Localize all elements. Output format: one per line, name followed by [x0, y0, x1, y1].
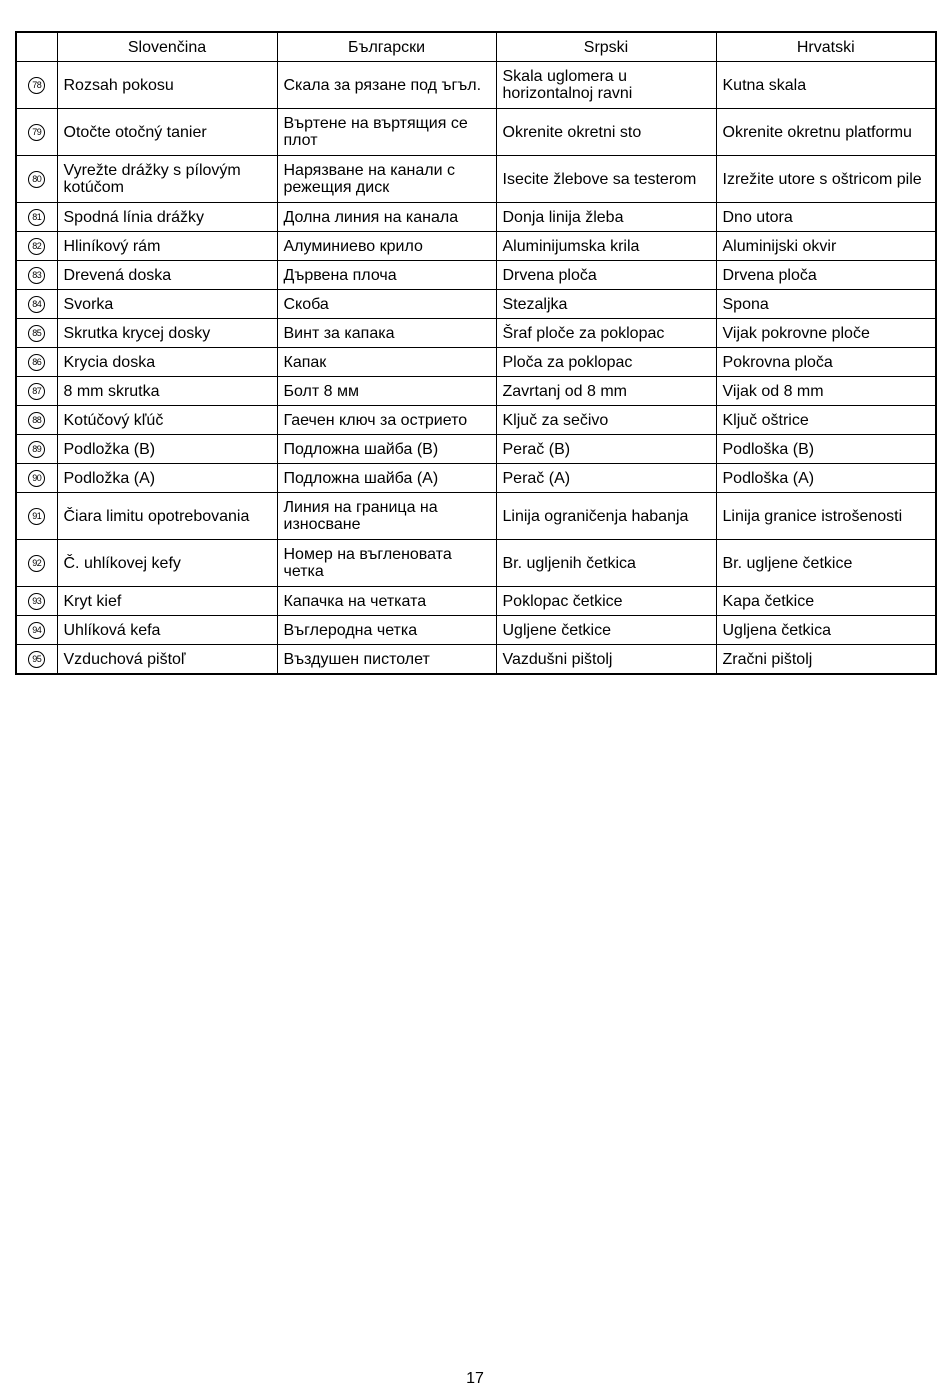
item-number: 82 — [28, 238, 45, 255]
croatian-term: Vijak pokrovne ploče — [716, 319, 936, 348]
croatian-term: Vijak od 8 mm — [716, 377, 936, 406]
serbian-term: Ploča za poklopac — [496, 348, 716, 377]
slovak-term: Kryt kief — [57, 587, 277, 616]
croatian-term: Ugljena četkica — [716, 616, 936, 645]
header-croatian: Hrvatski — [716, 32, 936, 62]
slovak-term: Skrutka krycej dosky — [57, 319, 277, 348]
bulgarian-term: Капак — [277, 348, 496, 377]
bulgarian-term: Нарязване на канали с режещия диск — [277, 156, 496, 203]
item-number: 86 — [28, 354, 45, 371]
item-number: 83 — [28, 267, 45, 284]
slovak-term: Vzduchová pištoľ — [57, 645, 277, 675]
serbian-term: Stezaljka — [496, 290, 716, 319]
slovak-term: Podložka (B) — [57, 435, 277, 464]
table-row — [16, 156, 936, 203]
bulgarian-term: Капачка на четката — [277, 587, 496, 616]
serbian-term: Zavrtanj od 8 mm — [496, 377, 716, 406]
croatian-term: Kapa četkice — [716, 587, 936, 616]
bulgarian-term: Долна линия на канала — [277, 203, 496, 232]
serbian-term: Linija ograničenja habanja — [496, 493, 716, 540]
croatian-term: Dno utora — [716, 203, 936, 232]
bulgarian-term: Скоба — [277, 290, 496, 319]
page-number: 17 — [466, 1370, 484, 1387]
item-number: 79 — [28, 124, 45, 141]
item-number: 84 — [28, 296, 45, 313]
croatian-term: Ključ oštrice — [716, 406, 936, 435]
header-bulgarian: Български — [277, 32, 496, 62]
item-number: 85 — [28, 325, 45, 342]
table-row — [16, 348, 936, 377]
bulgarian-term: Болт 8 мм — [277, 377, 496, 406]
croatian-term: Podloška (A) — [716, 464, 936, 493]
header-slovak: Slovenčina — [57, 32, 277, 62]
item-number: 92 — [28, 555, 45, 572]
serbian-term: Aluminijumska krila — [496, 232, 716, 261]
slovak-term: 8 mm skrutka — [57, 377, 277, 406]
table-row — [16, 406, 936, 435]
croatian-term: Br. ugljene četkice — [716, 540, 936, 587]
slovak-term: Vyrežte drážky s pílovým kotúčom — [57, 156, 277, 203]
croatian-term: Linija granice istrošenosti — [716, 493, 936, 540]
slovak-term: Čiara limitu opotrebovania — [57, 493, 277, 540]
croatian-term: Spona — [716, 290, 936, 319]
item-number: 93 — [28, 593, 45, 610]
serbian-term: Perač (B) — [496, 435, 716, 464]
table-row — [16, 319, 936, 348]
table-row — [16, 540, 936, 587]
item-number: 87 — [28, 383, 45, 400]
bulgarian-term: Въздушен пистолет — [277, 645, 496, 675]
bulgarian-term: Дървена плоча — [277, 261, 496, 290]
table-row — [16, 290, 936, 319]
bulgarian-term: Въглеродна четка — [277, 616, 496, 645]
item-number: 88 — [28, 412, 45, 429]
bulgarian-term: Гаечен ключ за острието — [277, 406, 496, 435]
slovak-term: Podložka (A) — [57, 464, 277, 493]
croatian-term: Zračni pištolj — [716, 645, 936, 675]
bulgarian-term: Подложна шайба (A) — [277, 464, 496, 493]
slovak-term: Rozsah pokosu — [57, 62, 277, 109]
table-row — [16, 493, 936, 540]
croatian-term: Okrenite okretnu platformu — [716, 109, 936, 156]
croatian-term: Pokrovna ploča — [716, 348, 936, 377]
item-number: 90 — [28, 470, 45, 487]
table-row — [16, 616, 936, 645]
serbian-term: Šraf ploče za poklopac — [496, 319, 716, 348]
bulgarian-term: Скала за рязане под ъгъл. — [277, 62, 496, 109]
slovak-term: Hliníkový rám — [57, 232, 277, 261]
serbian-term: Isecite žlebove sa testerom — [496, 156, 716, 203]
header-number — [16, 32, 57, 62]
croatian-term: Aluminijski okvir — [716, 232, 936, 261]
serbian-term: Skala uglomera u horizontalnoj ravni — [496, 62, 716, 109]
slovak-term: Drevená doska — [57, 261, 277, 290]
croatian-term: Drvena ploča — [716, 261, 936, 290]
croatian-term: Izrežite utore s oštricom pile — [716, 156, 936, 203]
slovak-term: Svorka — [57, 290, 277, 319]
header-serbian: Srpski — [496, 32, 716, 62]
croatian-term: Podloška (B) — [716, 435, 936, 464]
bulgarian-term: Въртене на въртящия се плот — [277, 109, 496, 156]
slovak-term: Spodná línia drážky — [57, 203, 277, 232]
table-row — [16, 645, 936, 675]
item-number: 95 — [28, 651, 45, 668]
glossary-table — [15, 31, 937, 675]
serbian-term: Donja linija žleba — [496, 203, 716, 232]
table-row — [16, 587, 936, 616]
slovak-term: Č. uhlíkovej kefy — [57, 540, 277, 587]
item-number: 89 — [28, 441, 45, 458]
item-number: 94 — [28, 622, 45, 639]
serbian-term: Ključ za sečivo — [496, 406, 716, 435]
table-row — [16, 435, 936, 464]
serbian-term: Perač (A) — [496, 464, 716, 493]
bulgarian-term: Линия на граница на износване — [277, 493, 496, 540]
croatian-term: Kutna skala — [716, 62, 936, 109]
item-number: 91 — [28, 508, 45, 525]
table-row — [16, 232, 936, 261]
serbian-term: Vazdušni pištolj — [496, 645, 716, 675]
slovak-term: Kotúčový kľúč — [57, 406, 277, 435]
bulgarian-term: Алуминиево крило — [277, 232, 496, 261]
slovak-term: Uhlíková kefa — [57, 616, 277, 645]
table-row — [16, 377, 936, 406]
item-number: 78 — [28, 77, 45, 94]
header-row — [16, 32, 936, 62]
table-row — [16, 109, 936, 156]
bulgarian-term: Номер на въгленовата четка — [277, 540, 496, 587]
bulgarian-term: Подложна шайба (B) — [277, 435, 496, 464]
serbian-term: Poklopac četkice — [496, 587, 716, 616]
table-row — [16, 261, 936, 290]
slovak-term: Krycia doska — [57, 348, 277, 377]
table-row — [16, 464, 936, 493]
serbian-term: Okrenite okretni sto — [496, 109, 716, 156]
table-row — [16, 62, 936, 109]
bulgarian-term: Винт за капака — [277, 319, 496, 348]
table-row — [16, 203, 936, 232]
slovak-term: Otočte otočný tanier — [57, 109, 277, 156]
serbian-term: Ugljene četkice — [496, 616, 716, 645]
serbian-term: Drvena ploča — [496, 261, 716, 290]
serbian-term: Br. ugljenih četkica — [496, 540, 716, 587]
item-number: 81 — [28, 209, 45, 226]
item-number: 80 — [28, 171, 45, 188]
